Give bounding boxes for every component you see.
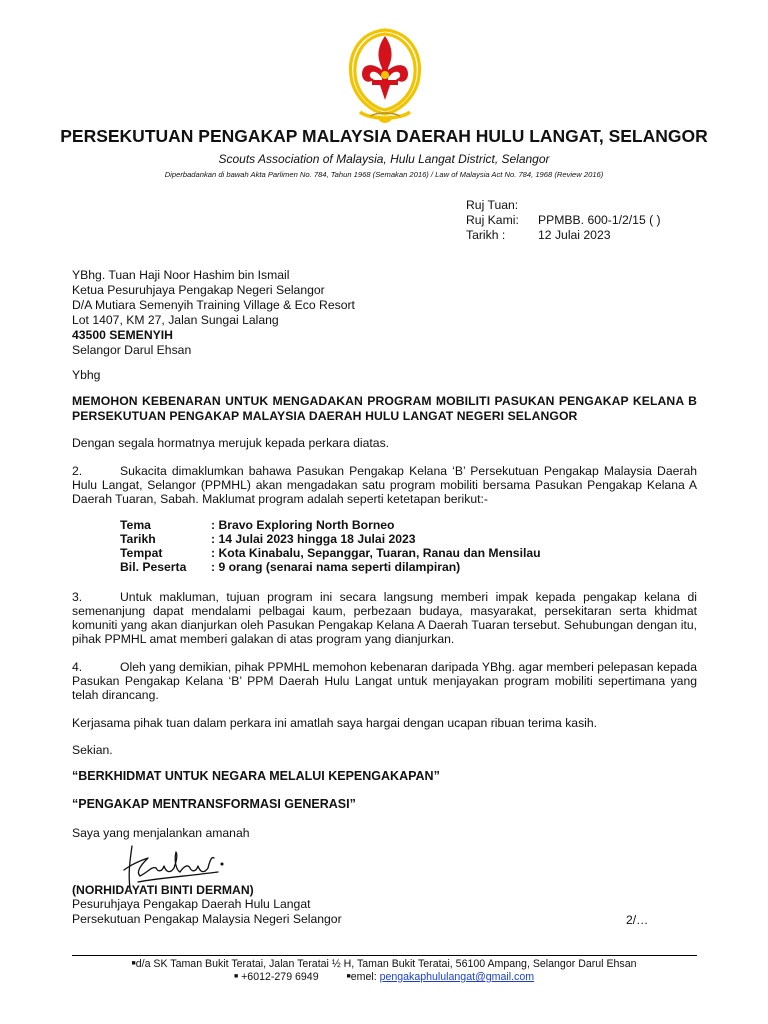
ref-row <box>466 213 661 228</box>
detail-value: : Kota Kinabalu, Sepanggar, Tuaran, Ranau dan Mensilau <box>211 546 541 560</box>
opening-line: Dengan segala hormatnya merujuk kepada perkara diatas. <box>72 436 390 450</box>
closing-thanks: Kerjasama pihak tuan dalam perkara ini amatlah saya hargai dengan ucapan ribuan terima kasih. <box>72 716 598 730</box>
detail-row <box>120 518 541 532</box>
detail-label: Bil. Peserta <box>120 560 187 574</box>
closing-sekian: Sekian. <box>72 743 113 757</box>
paragraph-number: 3. <box>72 590 83 604</box>
footer-email-label: emel: <box>350 971 380 983</box>
recipient-line: Selangor Darul Ehsan <box>72 343 192 357</box>
detail-label: Tempat <box>120 546 163 560</box>
ref-label: Tarikh : <box>466 228 506 242</box>
bullet-icon: ■ <box>346 973 351 980</box>
detail-label: Tema <box>120 518 151 532</box>
signature-block <box>72 883 697 927</box>
signer-organisation: Persekutuan Pengakap Malaysia Negeri Selangor <box>72 912 342 926</box>
detail-value: : 9 orang (senarai nama seperti dilampiran) <box>211 560 461 574</box>
bullet-icon: ■ <box>131 960 136 967</box>
recipient-address <box>72 268 697 358</box>
org-legal-note: Diperbadankan di bawah Akta Parlimen No. 784, Tahun 1968 (Semakan 2016) / Law of Malaysia Act No. 784, 1968 (Review 2016) <box>164 170 604 179</box>
recipient-line: Lot 1407, KM 27, Jalan Sungai Lalang <box>72 313 279 327</box>
org-subtitle: Scouts Association of Malaysia, Hulu Langat District, Selangor <box>218 152 550 166</box>
ref-label: Ruj Kami: <box>466 213 519 227</box>
footer-address <box>0 957 768 971</box>
program-details <box>120 518 541 574</box>
paragraph-4 <box>72 660 697 702</box>
ref-row <box>466 198 661 213</box>
footer-divider <box>72 955 697 956</box>
detail-value: : Bravo Exploring North Borneo <box>211 518 395 532</box>
detail-row <box>120 560 541 574</box>
page-marker: 2/… <box>626 913 649 927</box>
recipient-line: YBhg. Tuan Haji Noor Hashim bin Ismail <box>72 268 290 282</box>
paragraph-number: 4. <box>72 660 83 674</box>
detail-value: : 14 Julai 2023 hingga 18 Julai 2023 <box>211 532 416 546</box>
recipient-postcode: 43500 SEMENYIH <box>72 328 173 342</box>
recipient-line: D/A Mutiara Semenyih Training Village & Eco Resort <box>72 298 355 312</box>
ref-row <box>466 228 661 243</box>
paragraph-text: Sukacita dimaklumkan bahawa Pasukan Pengakap Kelana ‘B’ Persekutuan Pengakap Malaysia Daerah Hulu Langat, Selangor (PPMHL) akan mengadakan satu program mobiliti bersama Pasukan Pengakap Kelana A Daerah Tuaran, Sabah. Maklumat program adalah seperti ketetapan berikut:- <box>72 464 697 506</box>
footer-email-link[interactable]: pengakaphululangat@gmail.com <box>379 971 535 983</box>
scout-emblem-icon <box>340 24 430 126</box>
slogan-1: “BERKHIDMAT UNTUK NEGARA MELALUI KEPENGAKAPAN” <box>72 769 440 783</box>
detail-row <box>120 532 541 546</box>
footer-address-text: d/a SK Taman Bukit Teratai, Jalan Teratai ½ H, Taman Bukit Teratai, 56100 Ampang, Selangor Darul Ehsan <box>135 958 637 970</box>
signer-name: (NORHIDAYATI BINTI DERMAN) <box>72 883 254 897</box>
detail-row <box>120 546 541 560</box>
subject-heading: MEMOHON KEBENARAN UNTUK MENGADAKAN PROGRAM MOBILITI PASUKAN PENGAKAP KELANA B PERSEKUTUAN PENGAKAP MALAYSIA DAERAH HULU LANGAT NEGERI SELANGOR <box>72 394 697 423</box>
paragraph-text: Untuk makluman, tujuan program ini secara langsung memberi impak kepada pengakap kelana di semenanjung dapat mendalami pelbagai kaum, perbezaan budaya, masyarakat, persekitaran serta khidmat komuniti yang akan dianjurkan oleh Pasukan Pengakap Kelana A Daerah Tuaran tersebut. Sehubungan dengan itu, pihak PPMHL amat memberi galakan di atas program yang dianjurkan. <box>72 590 697 646</box>
footer-phone: +6012-279 6949 <box>241 971 319 983</box>
footer-contact <box>0 970 768 984</box>
paragraph-number: 2. <box>72 464 83 478</box>
paragraph-2 <box>72 464 697 506</box>
paragraph-3 <box>72 590 697 646</box>
recipient-line: Ketua Pesuruhjaya Pengakap Negeri Selangor <box>72 283 325 297</box>
ref-label: Ruj Tuan: <box>466 198 519 212</box>
reference-block <box>466 198 661 243</box>
salutation: Ybhg <box>72 368 101 382</box>
bullet-icon: ■ <box>233 973 239 980</box>
ref-value: PPMBB. 600-1/2/15 ( ) <box>538 213 661 227</box>
paragraph-text: Oleh yang demikian, pihak PPMHL memohon kebenaran daripada YBhg. agar memberi pelepasan kepada Pasukan Pengakap Kelana ‘B’ PPM Daerah Hulu Langat untuk menjayakan program mobiliti sepertimana yang telah dirancang. <box>72 660 697 702</box>
org-title: PERSEKUTUAN PENGAKAP MALAYSIA DAERAH HULU LANGAT, SELANGOR <box>60 126 708 146</box>
slogan-2: “PENGAKAP MENTRANSFORMASI GENERASI” <box>72 797 356 811</box>
signoff: Saya yang menjalankan amanah <box>72 826 250 840</box>
ref-value: 12 Julai 2023 <box>538 228 611 242</box>
signer-title: Pesuruhjaya Pengakap Daerah Hulu Langat <box>72 897 311 911</box>
detail-label: Tarikh <box>120 532 156 546</box>
